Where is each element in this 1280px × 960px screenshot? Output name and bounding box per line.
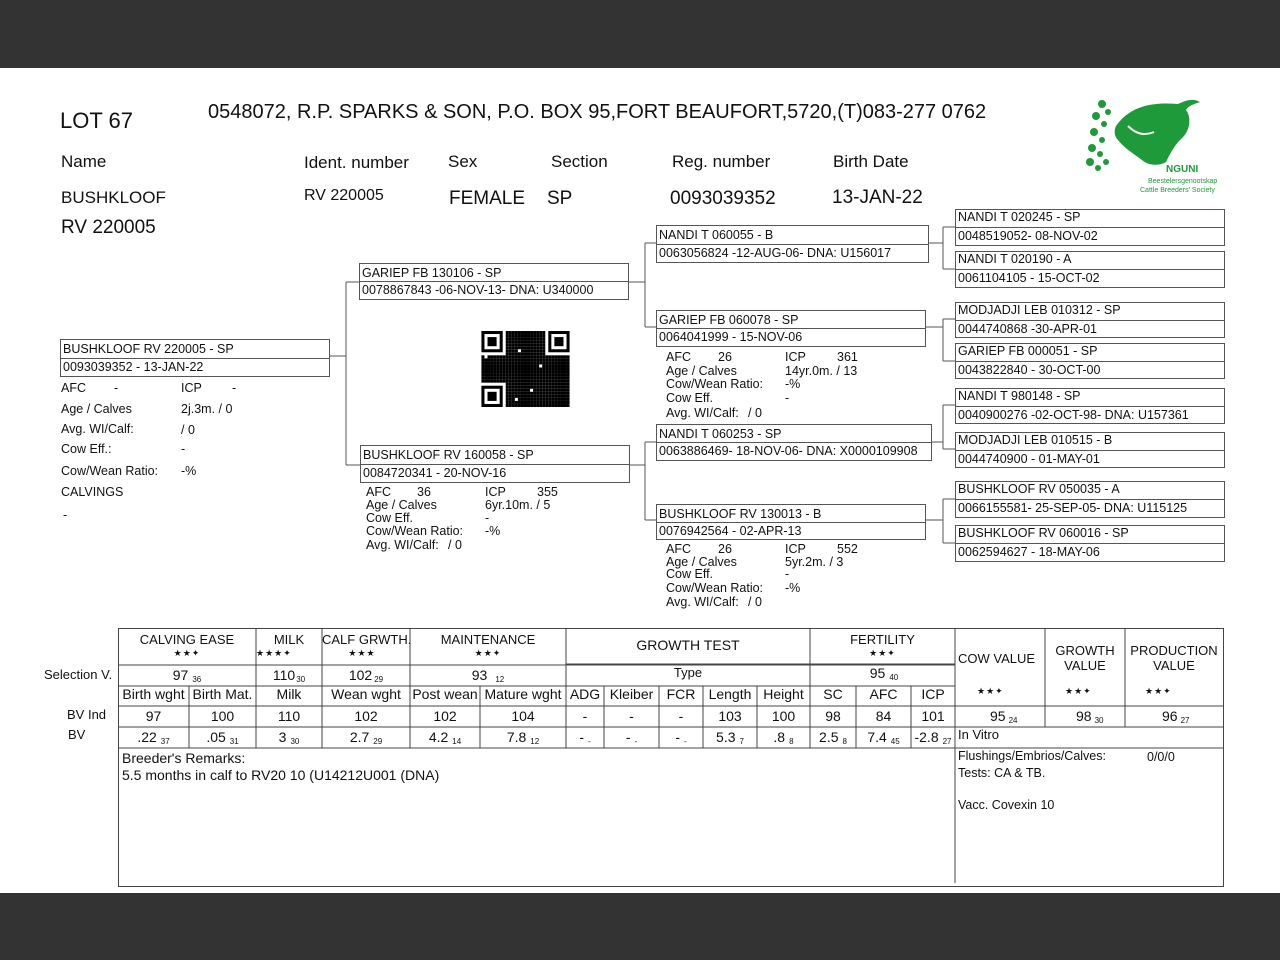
gp-sd-cow-eff: - [785,391,790,405]
ggp-1-line2: 0048519052- 08-NOV-02 [958,229,1098,243]
bv-value: .05 [206,729,226,745]
bv-value: 2.7 [349,729,370,745]
bv-ind-cell: - [582,708,588,724]
cow-value: 95 [990,708,1006,724]
stars-cow-value: ★★✦ [977,686,1004,696]
animal-icp-label: ICP [181,381,202,395]
hdr-type: Type [673,665,703,680]
trait-header: Wean wght [331,686,401,702]
bv-ind-cell: 84 [875,708,892,724]
ggp-6-line1: MODJADJI LEB 010515 - B [958,433,1113,447]
stars-fertility: ★★✦ [869,648,896,658]
trait-header: SC [823,686,843,702]
bv-accuracy: 8 [842,737,847,746]
sel-fertility [834,665,934,682]
sel-milk-value: 110 [272,667,296,683]
dam-cow-eff: - [485,511,490,525]
flushings-label: Flushings/Embrios/Calves: [958,749,1106,763]
logo-line2: Cattle Breeders' Society [1140,187,1215,194]
bv-accuracy: 37 [160,737,170,746]
ggp-3-line2: 0044740868 -30-APR-01 [958,322,1097,336]
stars-production-value: ★★✦ [1145,686,1172,696]
gp-sd-cow-eff-label: Cow Eff. [666,391,714,405]
bv-accuracy: - [588,737,591,746]
gp-ds-line1: NANDI T 060253 - SP [659,427,782,441]
hdr-production-value: PRODUCTION VALUE [1130,643,1218,673]
dam-age: 6yr.10m. / 5 [485,498,551,512]
gp-dd-wi-label: Avg. WI/Calf: [666,595,739,609]
bv-value: 3 [278,729,287,745]
bv-value: - [579,729,584,745]
row-label-selection: Selection V. [44,667,113,682]
stars-calf-growth: ★★★ [348,648,376,658]
trait-header: Height [763,686,804,702]
gp-dd-line2: 0076942564 - 02-APR-13 [659,524,802,538]
bv-accuracy: 7 [739,737,744,746]
bv-ind-cell: 104 [511,708,535,724]
dam-icp: 355 [537,485,558,499]
hdr-cow-value: COW VALUE [958,651,1036,666]
label-birth: Birth Date [833,152,909,171]
trait-header: AFC [869,686,898,702]
bv-cell [703,729,757,746]
bv-accuracy: 45 [890,737,900,746]
stars-maintenance: ★★✦ [474,648,502,658]
label-ident: Ident. number [304,153,409,172]
gp-dd-ratio-label: Cow/Wean Ratio: [666,581,764,595]
bv-value: - [675,729,680,745]
animal-wi-label: Avg. WI/Calf: [61,422,134,436]
bv-value: 7.4 [867,729,887,745]
bv-cell [189,729,256,746]
value-sex: FEMALE [449,188,526,209]
dam-ratio-label: Cow/Wean Ratio: [366,524,464,538]
gp-sd-ratio-label: Cow/Wean Ratio: [666,377,764,391]
gp-sd-line2: 0064041999 - 15-NOV-06 [659,330,803,344]
bv-accuracy: 12 [530,737,540,746]
in-vitro-label: In Vitro [958,727,999,742]
bv-value: .8 [773,729,786,745]
stars-growth-value: ★★✦ [1065,686,1092,696]
bv-cell [480,729,566,746]
ggp-4-line1: GARIEP FB 000051 - SP [958,344,1098,358]
production-value: 96 [1162,708,1178,724]
bv-accuracy: - [684,737,687,746]
dam-line2: 0084720341 - 20-NOV-16 [363,466,507,480]
animal-cow-eff-label: Cow Eff.: [61,442,112,456]
sel-milk-acc: 30 [296,675,306,684]
gp-dd-afc: 26 [718,542,732,556]
bv-ind-cell: 98 [825,708,841,724]
gp-sd-icp-label: ICP [785,350,806,364]
row-label-bv: BV [68,727,86,742]
row-label-bv-ind: BV Ind [67,707,107,722]
bv-cell [604,729,659,746]
ggp-8-line2: 0062594627 - 18-MAY-06 [958,545,1100,559]
animal-afc: - [114,381,119,395]
bv-cell [566,729,604,746]
gp-dd-cow-eff: - [785,567,790,581]
bv-ind-cell: 102 [354,708,378,724]
vacc-text: Vacc. Covexin 10 [958,798,1055,812]
bv-ind-cell: 102 [433,708,457,724]
dam-afc-label: AFC [366,485,391,499]
ggp-8-line1: BUSHKLOOF RV 060016 - SP [958,526,1129,540]
dam-line1: BUSHKLOOF RV 160058 - SP [363,448,534,462]
sel-maintenance [410,667,566,684]
bv-cell [118,729,189,746]
hdr-calf-growth: CALF GRWTH. [322,632,412,647]
bv-accuracy: - [634,737,638,746]
dam-ratio: -% [485,524,501,538]
hdr-milk: MILK [273,632,305,647]
bv-value: 5.3 [716,729,736,745]
animal-wi: / 0 [181,423,195,437]
remarks-label: Breeder's Remarks: [122,750,246,766]
gp-sd-line1: GARIEP FB 060078 - SP [659,313,799,327]
bv-ind-cell: 100 [771,708,796,724]
animal-ratio: -% [181,464,197,478]
flushings-value: 0/0/0 [1147,750,1175,764]
production-value-acc: 27 [1180,716,1190,725]
sel-calf-growth-value: 102 [348,667,373,683]
gp-sd-wi-label: Avg. WI/Calf: [666,406,739,420]
gp-ss-line1: NANDI T 060055 - B [659,228,774,242]
gp-dd-icp-label: ICP [785,542,806,556]
bv-accuracy: 14 [452,737,462,746]
animal-icp: - [232,381,237,395]
breeder-line: 0548072, R.P. SPARKS & SON, P.O. BOX 95,FORT BEAUFORT,5720,(T)083-277 0762 [208,101,987,123]
lot-number: LOT 67 [60,108,133,133]
animal-line1: BUSHKLOOF RV 220005 - SP [63,342,234,356]
gp-dd-wi: / 0 [748,595,762,609]
ident-large: RV 220005 [61,217,156,238]
trait-header: Birth Mat. [192,686,253,702]
calvings-value: - [63,508,68,522]
sel-calving-ease [118,667,256,684]
remarks-text: 5.5 months in calf to RV20 10 (U14212U001 (DNA) [122,767,440,783]
growth-value-acc: 30 [1094,716,1104,725]
animal-age-label: Age / Calves [61,402,132,416]
ggp-3-line1: MODJADJI LEB 010312 - SP [958,303,1121,317]
label-reg: Reg. number [672,152,771,171]
dam-afc: 36 [417,485,431,499]
bv-cell [810,729,856,746]
ggp-6-line2: 0044740900 - 01-MAY-01 [958,452,1100,466]
growth-value: 98 [1076,708,1092,724]
hdr-calving-ease: CALVING EASE [139,632,235,647]
cow-value-index [990,708,1017,725]
trait-header: Post wean [412,686,478,702]
bv-ind-cell: 97 [145,708,162,724]
cow-value-acc: 24 [1008,716,1018,725]
gp-sd-afc-label: AFC [666,350,691,364]
bv-ind-cell: - [678,708,684,724]
sel-calving-ease-acc: 36 [192,675,202,684]
sel-calf-growth-acc: 29 [374,675,384,684]
logo-line1: Beestelersgenootskap [1148,178,1218,185]
gp-dd-age: 5yr.2m. / 3 [785,555,844,569]
stars-milk: ★★★✦ [256,648,292,658]
value-ident: RV 220005 [304,187,384,204]
growth-value-index [1076,708,1103,725]
sel-fertility-acc: 40 [889,673,899,682]
label-section: Section [551,152,608,171]
sel-calf-growth [322,667,410,684]
ggp-2-line2: 0061104105 - 15-OCT-02 [958,271,1100,285]
gp-sd-icp: 361 [837,350,858,364]
value-birth: 13-JAN-22 [832,187,923,208]
bv-cell [911,729,955,746]
gp-dd-ratio: -% [785,581,801,595]
ggp-2-line1: NANDI T 020190 - A [958,252,1072,266]
ggp-7-line1: BUSHKLOOF RV 050035 - A [958,482,1120,496]
trait-header: Milk [276,686,302,702]
hdr-maintenance: MAINTENANCE [440,632,536,647]
gp-ds-line2: 0063886469- 18-NOV-06- DNA: X0000109908 [659,444,918,458]
gp-dd-cow-eff-label: Cow Eff. [666,567,714,581]
gp-dd-afc-label: AFC [666,542,691,556]
bv-accuracy: 29 [373,737,383,746]
ggp-5-line2: 0040900276 -02-OCT-98- DNA: U157361 [958,408,1189,422]
bv-accuracy: 30 [290,737,300,746]
bv-accuracy: 8 [789,737,794,746]
stars-calving-ease: ★★✦ [173,648,201,658]
sel-milk [256,667,322,684]
trait-header: Mature wght [484,686,562,702]
gp-dd-line1: BUSHKLOOF RV 130013 - B [659,507,822,521]
animal-age: 2j.3m. / 0 [181,402,233,416]
bv-cell [256,729,322,746]
bv-ind-cell: 103 [718,708,742,724]
bv-value: - [625,729,631,745]
sire-line2: 0078867843 -06-NOV-13- DNA: U340000 [362,283,594,297]
gp-sd-age-label: Age / Calves [666,364,737,378]
value-name: BUSHKLOOF [61,188,166,207]
hdr-fertility: FERTILITY [850,632,915,647]
gp-dd-age-label: Age / Calves [666,555,737,569]
animal-ratio-label: Cow/Wean Ratio: [61,464,159,478]
label-sex: Sex [448,152,478,171]
logo-brand: NGUNI [1166,164,1199,175]
sel-maintenance-value: 93 [471,667,488,683]
tests-text: Tests: CA & TB. [958,766,1046,780]
dam-wi: / 0 [448,538,462,552]
trait-header: FCR [666,686,696,702]
bv-ind-cell: 101 [921,708,945,724]
sel-calving-ease-value: 97 [172,667,189,683]
gp-dd-icp: 552 [837,542,858,556]
sire-line1: GARIEP FB 130106 - SP [362,266,502,280]
calvings-label: CALVINGS [61,485,124,499]
gp-sd-ratio: -% [785,377,801,391]
bv-ind-cell: - [629,708,634,724]
dam-age-label: Age / Calves [366,498,437,512]
bv-value: .22 [137,729,157,745]
hdr-growth-test: GROWTH TEST [636,637,740,653]
hdr-growth-value: GROWTH VALUE [1055,643,1115,673]
gp-sd-afc: 26 [718,350,732,364]
animal-cow-eff: - [181,442,186,456]
animal-line2: 0093039352 - 13-JAN-22 [63,360,204,374]
bv-cell [856,729,911,746]
ggp-5-line1: NANDI T 980148 - SP [958,389,1081,403]
bv-cell [659,729,703,746]
bv-accuracy: 31 [229,737,239,746]
trait-header: Kleiber [609,686,654,702]
sel-fertility-value: 95 [869,665,886,681]
bv-value: 4.2 [428,729,449,745]
bv-cell [322,729,410,746]
bv-cell [410,729,480,746]
production-value-index [1162,708,1189,725]
trait-header: ICP [921,686,945,702]
gp-sd-wi: / 0 [748,406,762,420]
label-name: Name [61,152,107,171]
gp-ss-line2: 0063056824 -12-AUG-06- DNA: U156017 [659,246,892,260]
animal-afc-label: AFC [61,381,86,395]
bv-ind-cell: 100 [210,708,235,724]
ggp-4-line2: 0043822840 - 30-OCT-00 [958,363,1101,377]
value-section: SP [547,188,573,209]
sel-maintenance-acc: 12 [495,675,505,684]
dam-cow-eff-label: Cow Eff. [366,511,414,525]
dam-icp-label: ICP [485,485,506,499]
bv-value: 2.5 [819,729,839,745]
gp-sd-age: 14yr.0m. / 13 [785,364,858,378]
bv-value: 7.8 [506,729,527,745]
trait-header: Birth wght [122,686,185,702]
bv-accuracy: 27 [942,737,952,746]
trait-header: ADG [569,686,601,702]
bv-value: -2.8 [914,729,939,745]
dam-wi-label: Avg. WI/Calf: [366,538,439,552]
value-reg: 0093039352 [670,188,776,209]
ggp-7-line2: 0066155581- 25-SEP-05- DNA: U115125 [958,501,1188,515]
trait-header: Length [708,686,752,702]
bv-cell [757,729,810,746]
bv-ind-cell: 110 [277,708,301,724]
ggp-1-line1: NANDI T 020245 - SP [958,210,1081,224]
